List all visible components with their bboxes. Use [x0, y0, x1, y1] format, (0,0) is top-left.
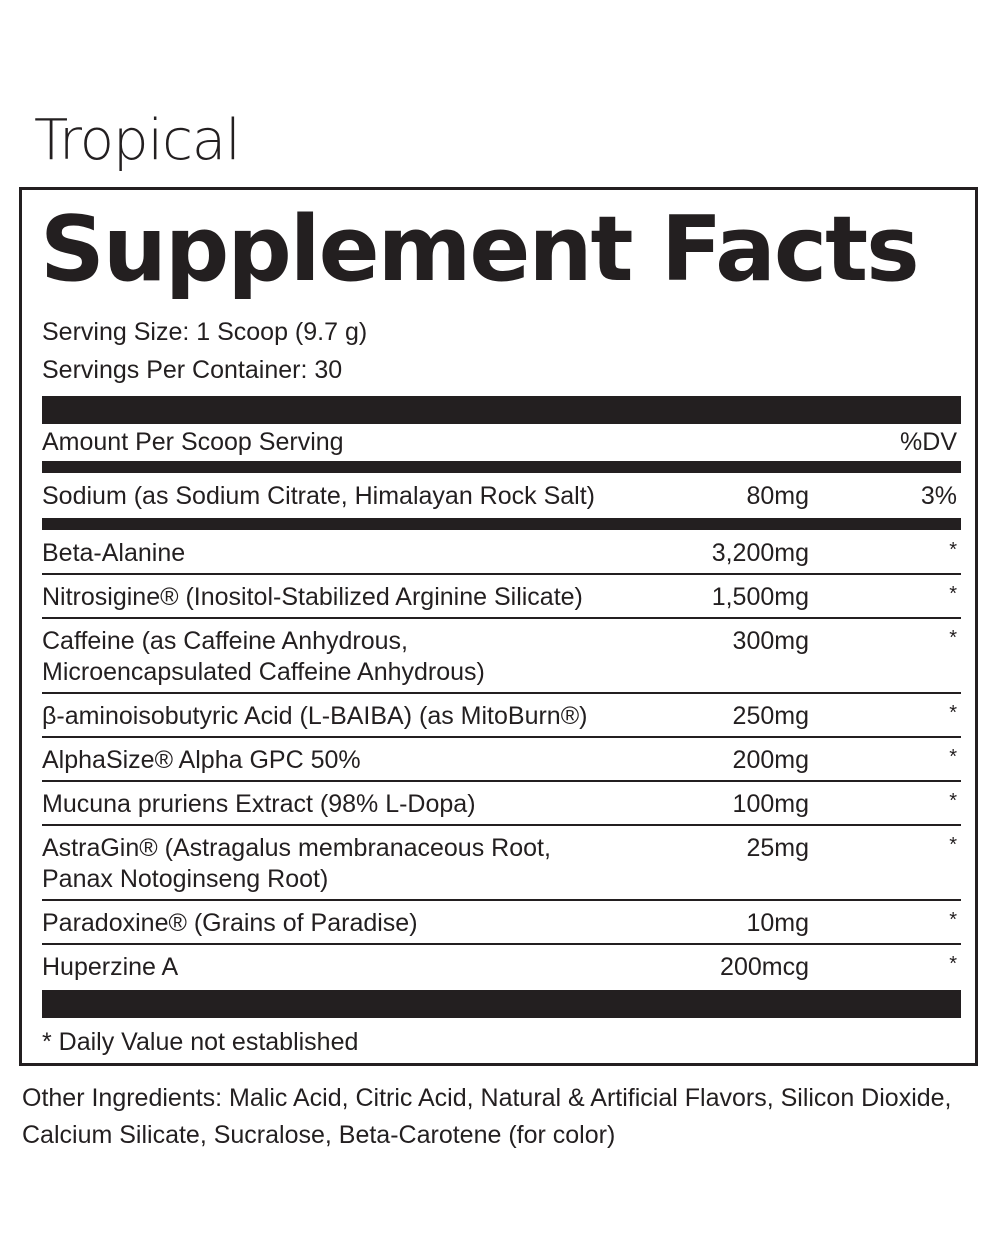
- ingredient-dv: *: [949, 746, 957, 768]
- footnote: * Daily Value not established: [42, 1028, 359, 1056]
- ingredient-amount: 300mg: [732, 627, 809, 655]
- thick-divider: [42, 990, 961, 1018]
- supplement-facts-panel: [19, 187, 978, 1066]
- ingredient-amount: 200mcg: [720, 953, 809, 981]
- ingredient-amount: 200mg: [732, 746, 809, 774]
- ingredient-amount: 250mg: [732, 702, 809, 730]
- ingredient-amount: 100mg: [732, 790, 809, 818]
- ingredient-dv: *: [949, 834, 957, 856]
- flavor-title: Tropical: [34, 108, 240, 173]
- row-divider: [42, 943, 961, 945]
- medium-divider: [42, 461, 961, 473]
- other-ingredients: Other Ingredients: Malic Acid, Citric Acid, Natural & Artificial Flavors, Silicon Dioxide, Calcium Silicate, Sucralose, Beta-Carotene (for color): [22, 1084, 952, 1149]
- sodium-amount: 80mg: [746, 482, 809, 510]
- row-divider: [42, 692, 961, 694]
- ingredient-name: AstraGin® (Astragalus membranaceous Root,: [42, 834, 551, 862]
- thick-divider: [42, 396, 961, 424]
- ingredient-amount: 3,200mg: [711, 539, 809, 567]
- ingredient-dv: *: [949, 790, 957, 812]
- ingredient-name: Paradoxine® (Grains of Paradise): [42, 909, 418, 937]
- dv-header: %DV: [900, 428, 957, 456]
- panel-title: Supplement Facts: [40, 197, 918, 302]
- ingredient-name-line2: Microencapsulated Caffeine Anhydrous): [42, 658, 485, 686]
- amount-per-serving-label: Amount Per Scoop Serving: [42, 428, 344, 456]
- servings-per-container: Servings Per Container: 30: [42, 356, 343, 384]
- ingredient-dv: *: [949, 627, 957, 649]
- ingredient-amount: 1,500mg: [711, 583, 809, 611]
- row-divider: [42, 736, 961, 738]
- ingredient-dv: *: [949, 702, 957, 724]
- ingredient-name: Caffeine (as Caffeine Anhydrous,: [42, 627, 408, 655]
- ingredient-name: β-aminoisobutyric Acid (L-BAIBA) (as MitoBurn®): [42, 702, 588, 730]
- serving-size: Serving Size: 1 Scoop (9.7 g): [42, 318, 368, 346]
- ingredient-name: Mucuna pruriens Extract (98% L-Dopa): [42, 790, 476, 818]
- ingredient-amount: 25mg: [746, 834, 809, 862]
- row-divider: [42, 573, 961, 575]
- ingredient-name: Huperzine A: [42, 953, 179, 981]
- ingredient-dv: *: [949, 953, 957, 975]
- ingredient-amount: 10mg: [746, 909, 809, 937]
- ingredient-dv: *: [949, 539, 957, 561]
- sodium-name: Sodium (as Sodium Citrate, Himalayan Rock Salt): [42, 482, 595, 510]
- ingredient-dv: *: [949, 909, 957, 931]
- medium-divider: [42, 518, 961, 530]
- row-divider: [42, 780, 961, 782]
- ingredient-name-line2: Panax Notoginseng Root): [42, 865, 329, 893]
- sodium-dv: 3%: [920, 482, 957, 510]
- row-divider: [42, 824, 961, 826]
- ingredient-name: Nitrosigine® (Inositol-Stabilized Arginine Silicate): [42, 583, 583, 611]
- ingredient-name: Beta-Alanine: [42, 539, 186, 567]
- ingredient-dv: *: [949, 583, 957, 605]
- row-divider: [42, 617, 961, 619]
- ingredient-name: AlphaSize® Alpha GPC 50%: [42, 746, 361, 774]
- row-divider: [42, 899, 961, 901]
